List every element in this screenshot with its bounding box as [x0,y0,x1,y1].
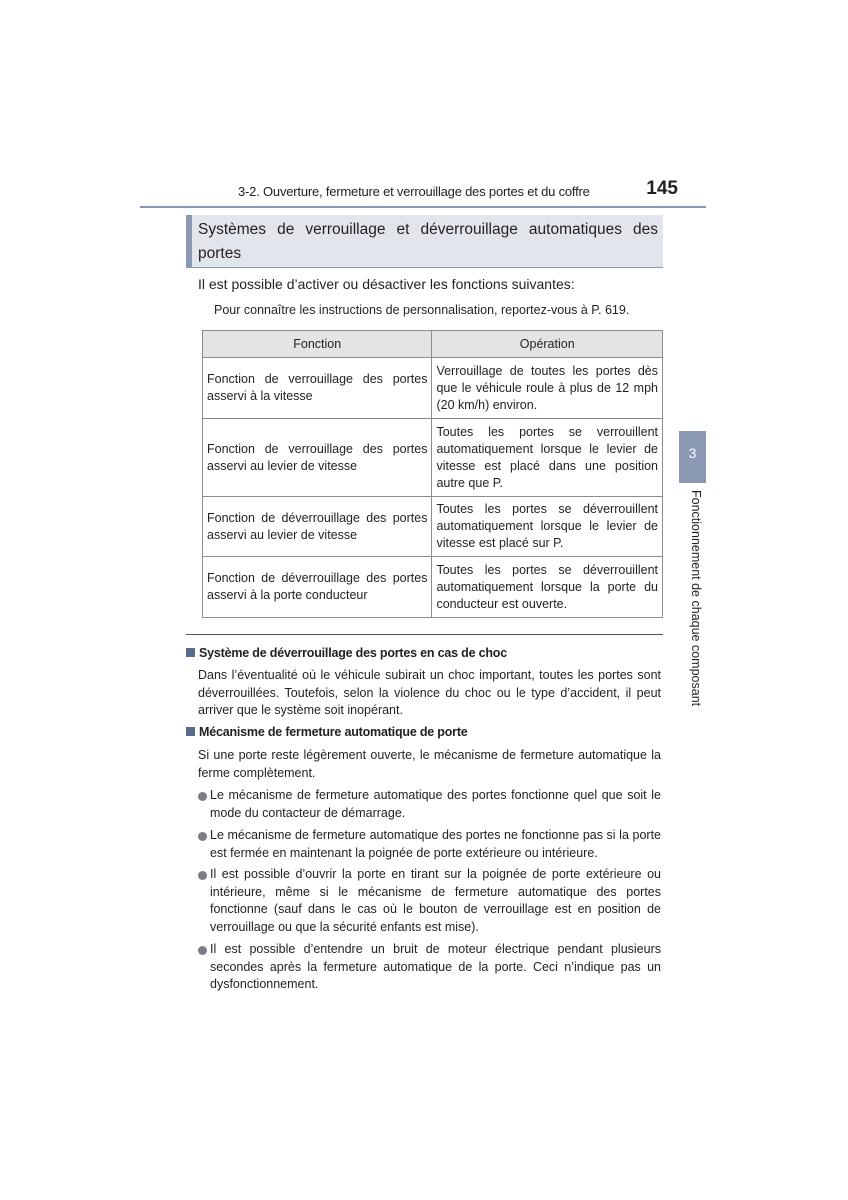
table-row [203,557,663,618]
column-header-operation: Opération [432,331,663,358]
customization-note: Pour connaître les instructions de personnalisation, reportez-vous à P. 619. [214,303,630,317]
shock-unlock-text: Dans l’éventualité où le véhicule subirait un choc important, toutes les portes sont déverrouillées. Toutefois, selon la violence du choc ou le type d’accident, il peut arriver que le système soit inopérant. [198,668,661,717]
function-cell: Fonction de déverrouillage des portes asservi au levier de vitesse [203,497,432,557]
list-item: Le mécanisme de fermeture automatique des portes fonctionne quel que soit le mode du contacteur de démarrage. [198,787,661,822]
operation-cell: Verrouillage de toutes les portes dès que le véhicule roule à plus de 12 mph (20 km/h) environ. [432,358,663,419]
page-number: 145 [646,178,678,199]
auto-closer-heading-text: Mécanisme de fermeture automatique de porte [199,725,468,739]
chapter-side-label: Fonctionnement de chaque composant [689,490,703,707]
square-bullet-icon [186,727,195,736]
list-item: Il est possible d’entendre un bruit de moteur électrique pendant plusieurs secondes après la fermeture automatique de la porte. Ceci n’indique pas un dysfonctionnement. [198,941,661,994]
shock-unlock-heading-text: Système de déverrouillage des portes en cas de choc [199,646,507,660]
chapter-header-title: 3-2. Ouverture, fermeture et verrouillage des portes et du coffre [238,184,590,199]
list-item: Il est possible d’ouvrir la porte en tirant sur la poignée de porte extérieure ou intérieure, même si le mécanisme de fermeture automatique des portes fonctionne (sauf dans le cas où le bouton de verrouillage est en position de verrouillage ou que la sécurité enfants est mise). [198,866,661,936]
column-header-function: Fonction [203,331,432,358]
chapter-tab [679,431,706,483]
round-bullet-icon [198,871,207,880]
chapter-tab-number: 3 [688,445,697,461]
section-accent-bar [186,215,192,267]
section-title: Systèmes de verrouillage et déverrouillage automatiques des portes [198,221,658,262]
intro-text: Il est possible d’activer ou désactiver les fonctions suivantes: [198,276,575,292]
section-title-box [186,215,663,268]
round-bullet-icon [198,946,207,955]
function-cell: Fonction de verrouillage des portes asservi au levier de vitesse [203,419,432,497]
list-item: Le mécanisme de fermeture automatique des portes ne fonctionne pas si la porte est fermée en maintenant la poignée de porte extérieure ou intérieure. [198,827,661,862]
operation-cell: Toutes les portes se déverrouillent automatiquement lorsque la porte du conducteur est ouverte. [432,557,663,618]
table-header-row [203,331,663,358]
function-cell: Fonction de verrouillage des portes asservi à la vitesse [203,358,432,419]
auto-closer-text: Si une porte reste légèrement ouverte, le mécanisme de fermeture automatique la ferme complètement. [198,748,661,780]
square-bullet-icon [186,648,195,657]
header-rule [140,206,706,208]
operation-cell: Toutes les portes se verrouillent automatiquement lorsque le levier de vitesse est placé dans une position autre que P. [432,419,663,497]
table-row [203,497,663,557]
function-cell: Fonction de déverrouillage des portes asservi à la porte conducteur [203,557,432,618]
round-bullet-icon [198,792,207,801]
table-row [203,419,663,497]
shock-unlock-heading [186,645,507,662]
functions-table [202,330,663,618]
round-bullet-icon [198,832,207,841]
auto-closer-heading [186,724,468,741]
divider-rule [186,634,663,635]
table-row [203,358,663,419]
operation-cell: Toutes les portes se déverrouillent automatiquement lorsque le levier de vitesse est placé sur P. [432,497,663,557]
